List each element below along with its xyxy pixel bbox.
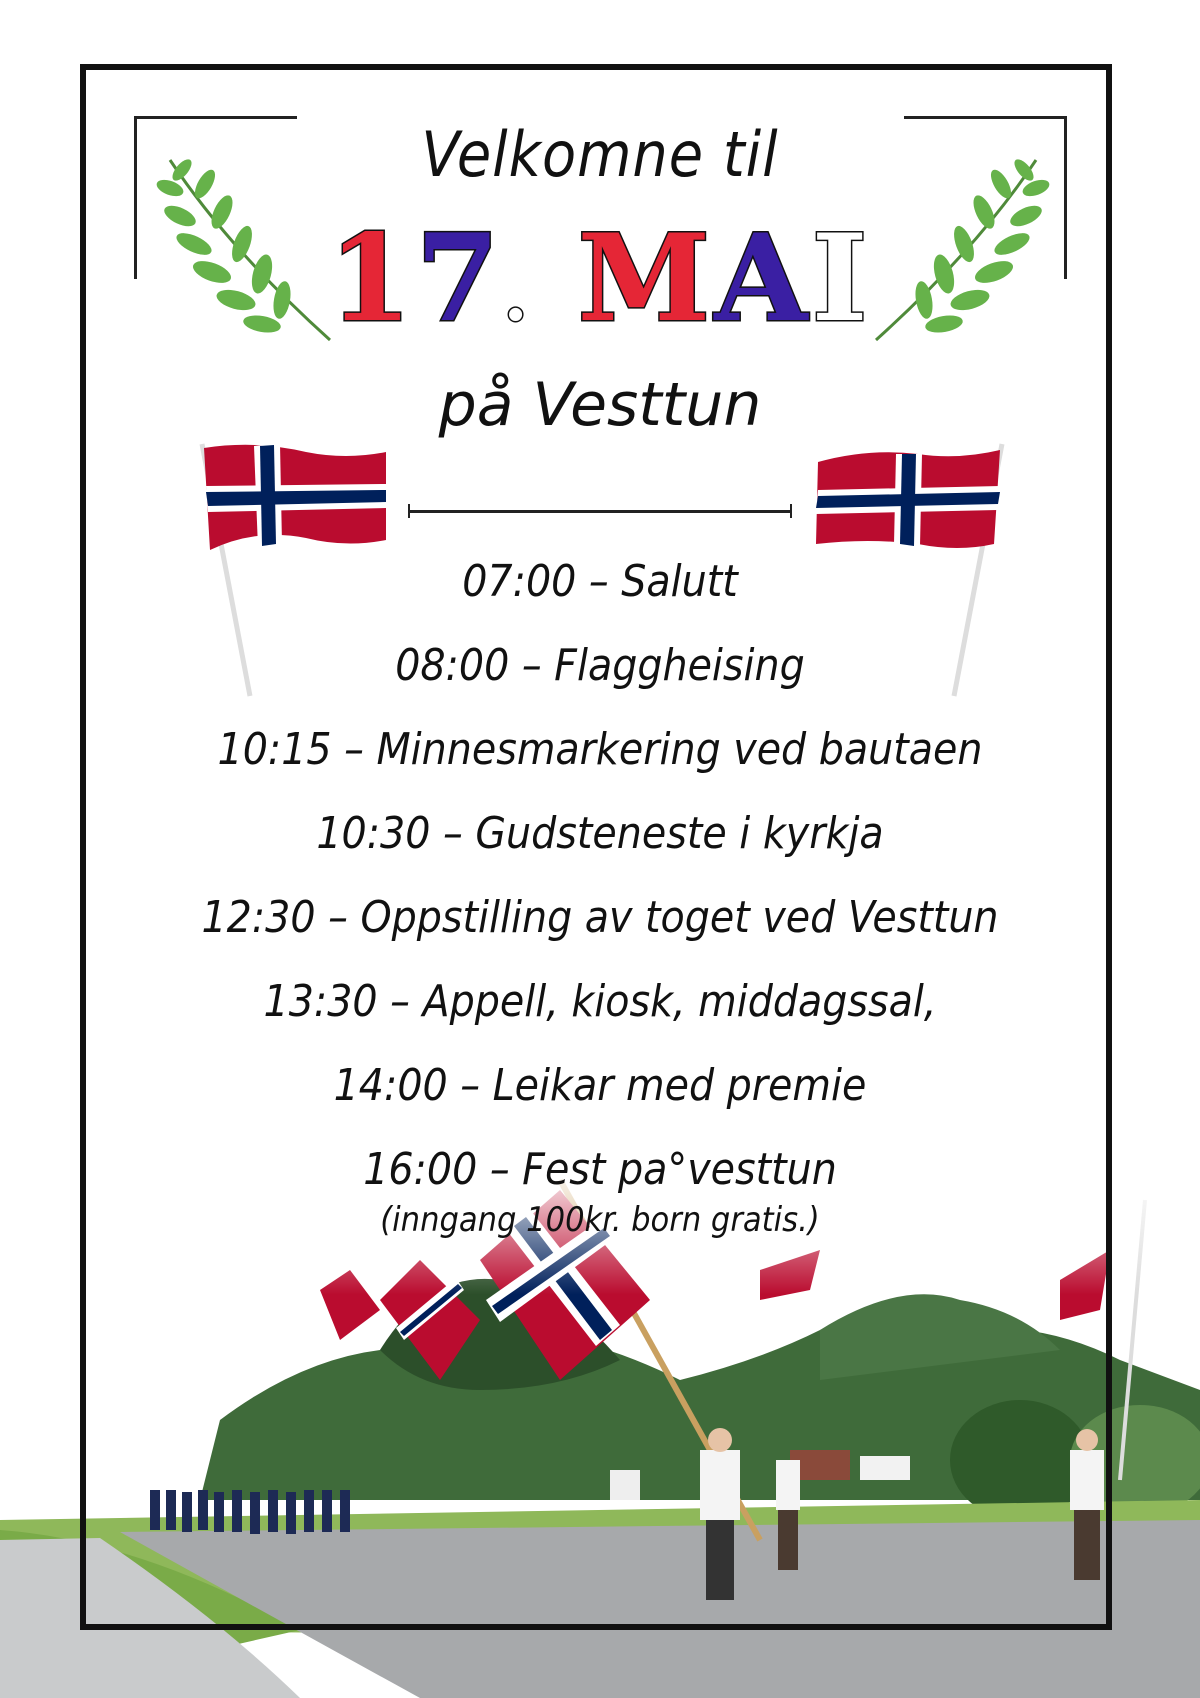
title-a: A [714,208,812,349]
schedule-item: 16:00 – Fest pa°vesttun [363,1144,837,1195]
schedule-item: 10:15 – Minnesmarkering ved bautaen [217,724,983,775]
title-seven: 7 [415,208,504,349]
title-one: 1 [328,208,416,349]
welcome-heading: Velkomne til [421,118,779,191]
title-dot: . [503,254,532,337]
schedule-item: 10:30 – Gudsteneste i kyrkja [316,808,884,859]
divider-rule [408,510,792,513]
schedule-item: 12:30 – Oppstilling av toget ved Vesttun [201,892,999,943]
admission-note: (inngang 100kr. born gratis.) [380,1200,820,1240]
schedule-item: 07:00 – Salutt [462,556,738,607]
event-title [0,208,1200,361]
title-m: M [577,208,715,349]
schedule-item: 08:00 – Flaggheising [395,640,805,691]
title-space [532,208,578,349]
parade-photo [0,1160,1200,1698]
location-heading: på Vesttun [438,370,762,440]
schedule-item: 14:00 – Leikar med premie [333,1060,867,1111]
schedule-list [0,540,1200,1212]
title-i: I [811,208,872,349]
schedule-item: 13:30 – Appell, kiosk, middagssal, [263,976,937,1027]
